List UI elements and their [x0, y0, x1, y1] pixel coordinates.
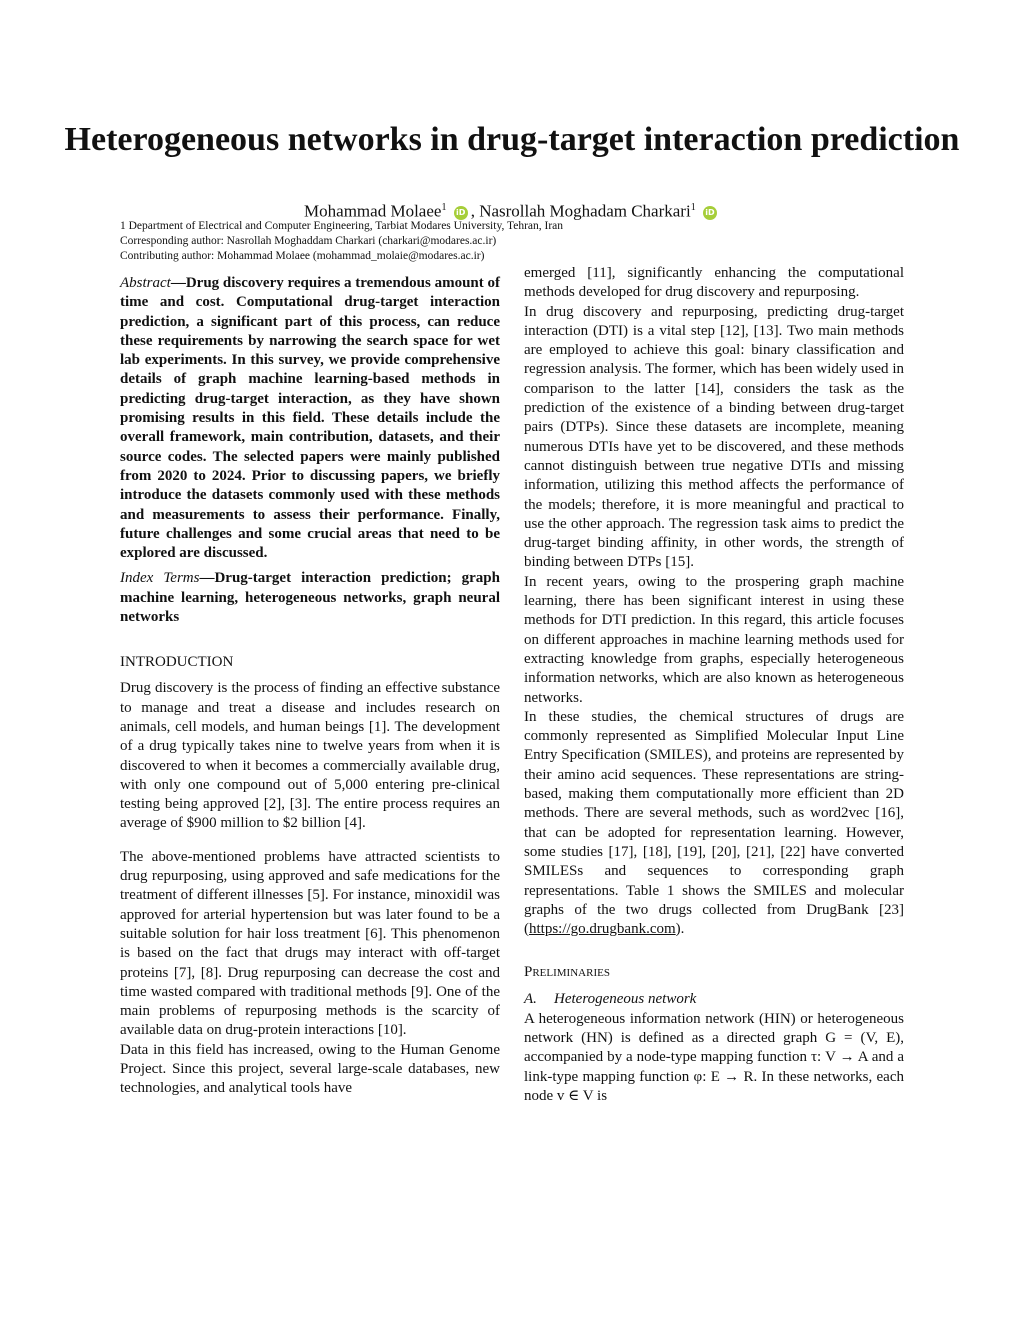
abstract	[120, 274, 500, 563]
drugbank-link[interactable]: https://go.drugbank.com	[529, 921, 676, 938]
paper-title: Heterogeneous networks in drug-target interaction prediction	[64, 121, 960, 158]
affiliation-line: 1 Department of Electrical and Computer Engineering, Tarbiat Modares University, Tehran, Iran	[120, 220, 564, 232]
subsection-title: Heterogeneous network	[554, 991, 697, 1008]
author-affiliation-mark: 1	[441, 202, 447, 213]
preliminaries-paragraph: A heterogeneous information network (HIN) or heterogeneous network (HN) is defined as a directed graph G = (V, E), accompanied by a node-type mapping function τ: V → A and a link-type mapping function φ: E → R. In these networks, each node v ∈ V is	[524, 1010, 904, 1104]
corresponding-author-line: Corresponding author: Nasrollah Moghaddam Charkari (charkari@modares.ac.ir)	[120, 235, 497, 247]
orcid-icon[interactable]: iD	[454, 206, 468, 220]
intro-paragraph: Data in this field has increased, owing to the Human Genome Project. Since this project, several large-scale databases, new technologies, and analytical tools have	[120, 1041, 500, 1097]
introduction-heading: INTRODUCTION	[120, 654, 234, 671]
intro-paragraph-continued: emerged [11], significantly enhancing the computational methods developed for drug discovery and repurposing.	[524, 265, 904, 301]
contributing-author-line: Contributing author: Mohammad Molaee (mohammad_molaie@modares.ac.ir)	[120, 250, 485, 262]
intro-paragraph: The above-mentioned problems have attracted scientists to drug repurposing, using approved and safe medications for the treatment of different illnesses [5]. For instance, minoxidil was approved for arterial hypertension but was later found to be a suitable solution for hair loss treatment [6]. This phenomenon is based on the fact that drugs may interact with off-target proteins [7], [8]. Drug repurposing can decrease the cost and time wasted compared with traditional methods [9]. One of the main problems of repurposing methods is the scarcity of available data on drug-protein interactions [10].	[120, 848, 500, 1039]
intro-paragraph: Drug discovery is the process of finding an effective substance to manage and treat a disease and includes research on animals, cell models, and human beings [1]. The development of a drug typically takes nine to twelve years from when it is discovered to when it becomes a commercially available drug, with only one compound out of 5,000 entering pre-clinical testing being approved [2], [3]. The entire process requires an average of $900 million to $2 billion [4].	[120, 680, 500, 832]
index-terms	[120, 569, 500, 627]
intro-text: In these studies, the chemical structures of drugs are commonly represented as Simplified Molecular Input Line Entry Specification (SMILES), and proteins are represented by their amino acid sequences. These representations are string-based, making them computationally more efficient than 2D methods. There are several methods, such as word2vec [16], that can be adopted for representation learning. However, some studies [17], [18], [19], [20], [21], [22] have converted SMILESs and sequences to corresponding graph representations. Table 1 shows the SMILES and molecular graphs of the two drugs collected from DrugBank [23] (	[524, 708, 904, 938]
left-column	[120, 274, 500, 1099]
intro-paragraph: In drug discovery and repurposing, predicting drug-target interaction (DTI) is a vital step [12], [13]. Two main methods are employed to achieve this goal: binary classification and regression analysis. The former, which has been widely used in comparison to the latter [14], considers the task as the prediction of the existence of a binding between drug-target pairs (DTPs). Since these datasets are incomplete, meaning numerous DTIs have yet to be discovered, and these methods cannot distinguish between true negative DTIs and missing information, utilizing this method affects the performance of the models; therefore, it is more meaningful and practical to use the other approach. The regression task aims to predict the drug-target binding affinity, in other words, the strength of binding between DTPs [15].	[524, 303, 904, 571]
orcid-icon[interactable]: iD	[703, 206, 717, 220]
intro-text: ).	[675, 921, 685, 938]
subsection-heading	[524, 990, 904, 1009]
intro-paragraph	[524, 708, 904, 940]
intro-paragraph: In recent years, owing to the prospering graph machine learning, there has been significant interest in using these methods for DTI prediction. In this regard, this article focuses on different approaches in machine learning methods used for extracting knowledge from graphs, especially heterogeneous information networks, which are also known as heterogeneous networks.	[524, 573, 904, 706]
author-name: Mohammad Molaee	[304, 201, 442, 221]
abstract-label: Abstract	[120, 275, 171, 291]
preliminaries-heading: Preliminaries	[524, 964, 610, 981]
author-name: Nasrollah Moghadam Charkari	[479, 201, 691, 221]
abstract-text: Drug discovery requires a tremendous amount of time and cost. Computational drug-target interaction prediction, a significant part of this process, can reduce these requirements by narrowing the search space for wet lab experiments. In this survey, we provide comprehensive details of graph machine learning-based methods in predicting drug-target interaction, as they have shown promising results in this field. These details include the overall framework, main contribution, datasets, and their source codes. The selected papers were mainly published from 2020 to 2024. Prior to discussing papers, we briefly introduce the datasets commonly used with these methods and measurements to assess their performance. Finally, future challenges and some crucial areas that need to be explored are discussed.	[120, 275, 501, 562]
index-terms-label: Index Terms	[120, 570, 200, 587]
abstract-dash: —	[170, 275, 186, 291]
subsection-number: A.	[524, 991, 537, 1008]
affiliations	[120, 219, 920, 264]
index-terms-dash: —	[199, 570, 215, 587]
author-separator: ,	[470, 201, 480, 221]
index-terms-text: Drug-target interaction prediction; graph machine learning, heterogeneous networks, graph neural networks	[120, 570, 500, 626]
right-column	[524, 264, 904, 1106]
author-affiliation-mark: 1	[690, 202, 696, 213]
